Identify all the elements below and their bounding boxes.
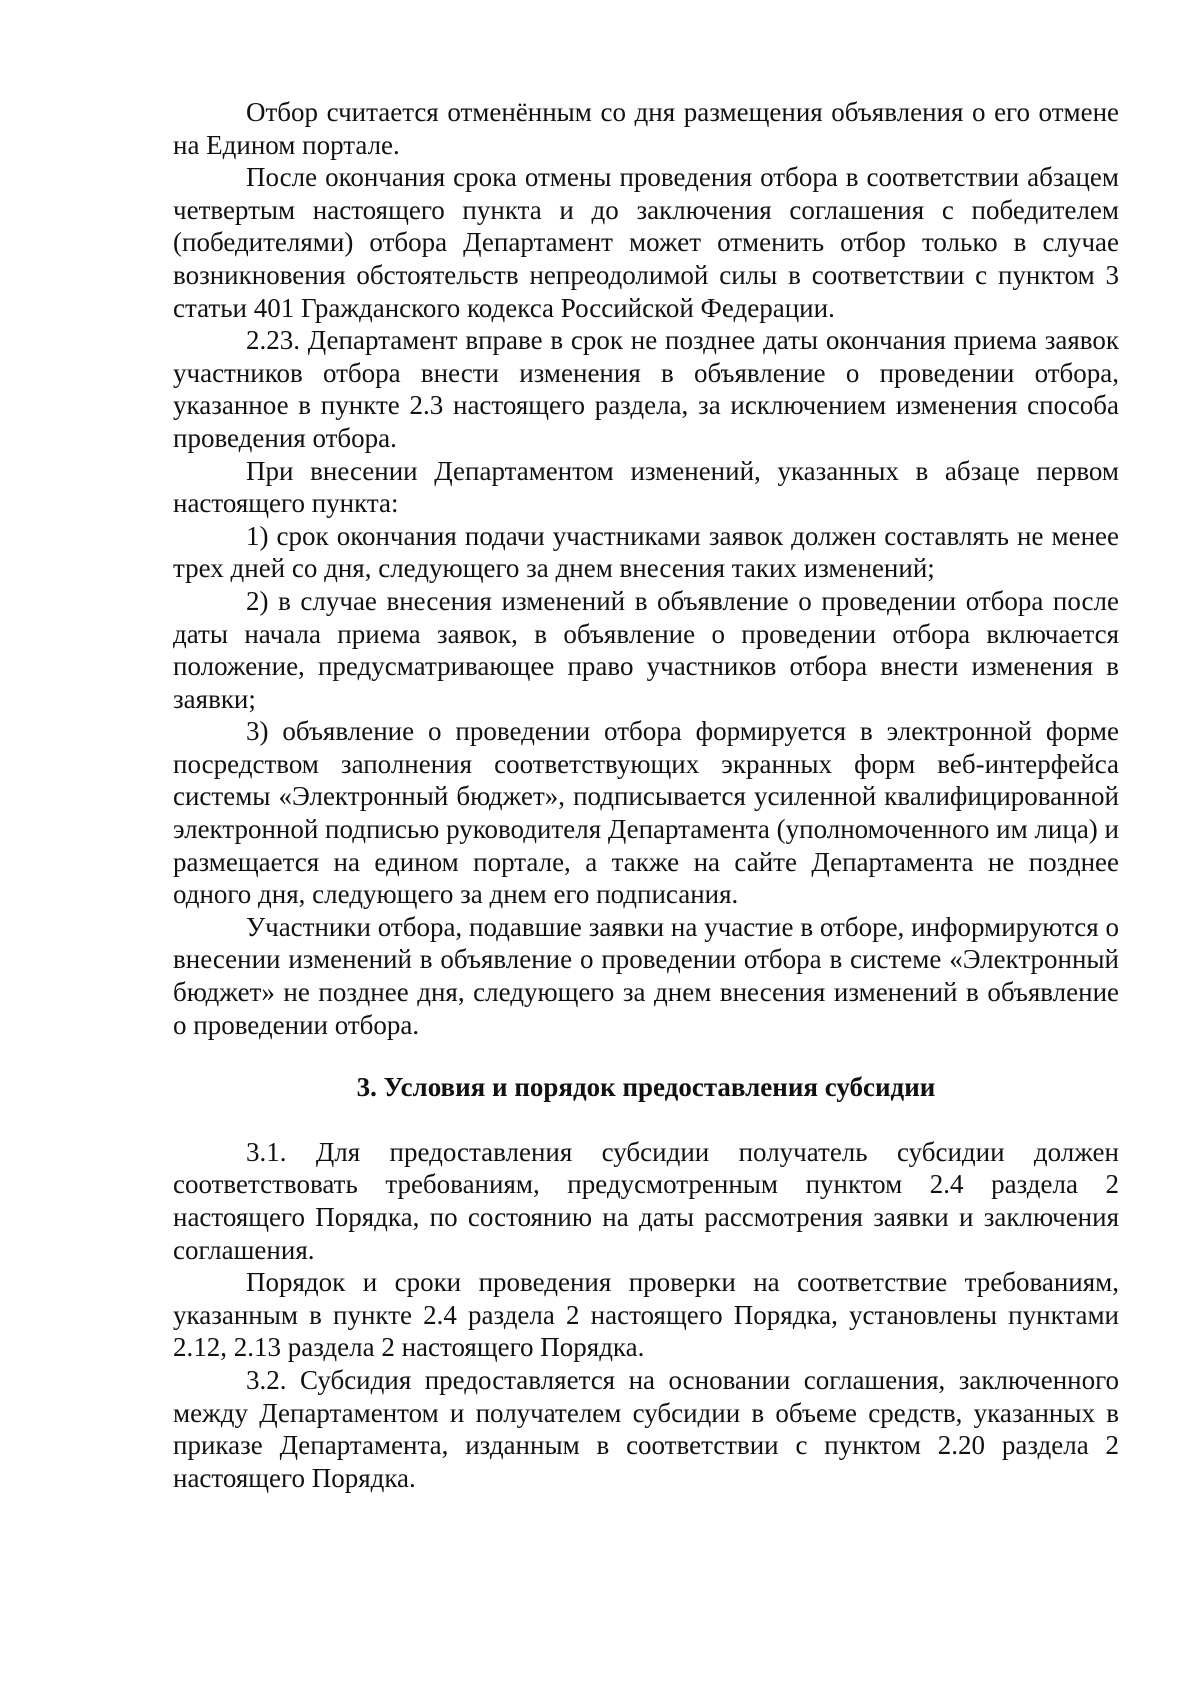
document-body bbox=[173, 96, 1119, 1494]
paragraph: 3.2. Субсидия предоставляется на основании соглашения, заключенного между Департаментом и получателем субсидии в объеме средств, указанных в приказе Департамента, изданным в соответствии с пунктом 2.20 раздела 2 настоящего Порядка. bbox=[173, 1364, 1119, 1493]
list-item: 3) объявление о проведении отбора формируется в электронной форме посредством заполнения соответствующих экранных форм веб-интерфейса системы «Электронный бюджет», подписывается усиленной квалифицированной электронной подписью руководителя Департамента (уполномоченного им лица) и размещается на едином портале, а также на сайте Департамента не позднее одного дня, следующего за днем его подписания. bbox=[173, 716, 1119, 910]
list-item: 1) срок окончания подачи участниками заявок должен составлять не менее трех дней со дня, следующего за днем внесения таких изменений; bbox=[173, 520, 1119, 584]
paragraph: Порядок и сроки проведения проверки на соответствие требованиям, указанным в пункте 2.4 раздела 2 настоящего Порядка, установлены пунктами 2.12, 2.13 раздела 2 настоящего Порядка. bbox=[173, 1267, 1119, 1363]
paragraph: Участники отбора, подавшие заявки на участие в отборе, информируются о внесении изменений в объявление о проведении отбора в системе «Электронный бюджет» не позднее дня, следующего за днем внесения изменений в объявление о проведении отбора. bbox=[173, 911, 1119, 1040]
paragraph: При внесении Департаментом изменений, указанных в абзаце первом настоящего пункта: bbox=[173, 455, 1119, 519]
paragraph: 2.23. Департамент вправе в срок не позднее даты окончания приема заявок участников отбора внести изменения в объявление о проведении отбора, указанное в пункте 2.3 настоящего раздела, за исключением изменения способа проведения отбора. bbox=[173, 325, 1119, 453]
paragraph: 3.1. Для предоставления субсидии получатель субсидии должен соответствовать требованиям, предусмотренным пунктом 2.4 раздела 2 настоящего Порядка, по состоянию на даты рассмотрения заявки и заключения соглашения. bbox=[173, 1136, 1119, 1265]
paragraph: После окончания срока отмены проведения отбора в соответствии абзацем четвертым настоящего пункта и до заключения соглашения с победителем (победителями) отбора Департамент может отменить отбор только в случае возникновения обстоятельств непреодолимой силы в соответствии с пунктом 3 статьи 401 Гражданского кодекса Российской Федерации. bbox=[173, 162, 1119, 323]
paragraph: Отбор считается отменённым со дня размещения объявления о его отмене на Едином портале. bbox=[173, 97, 1119, 160]
section-heading: 3. Условия и порядок предоставления субсидии bbox=[356, 1072, 936, 1103]
list-item: 2) в случае внесения изменений в объявление о проведении отбора после даты начала приема заявок, в объявление о проведении отбора включается положение, предусматривающее право участников отбора внести изменения в заявки; bbox=[173, 585, 1119, 714]
